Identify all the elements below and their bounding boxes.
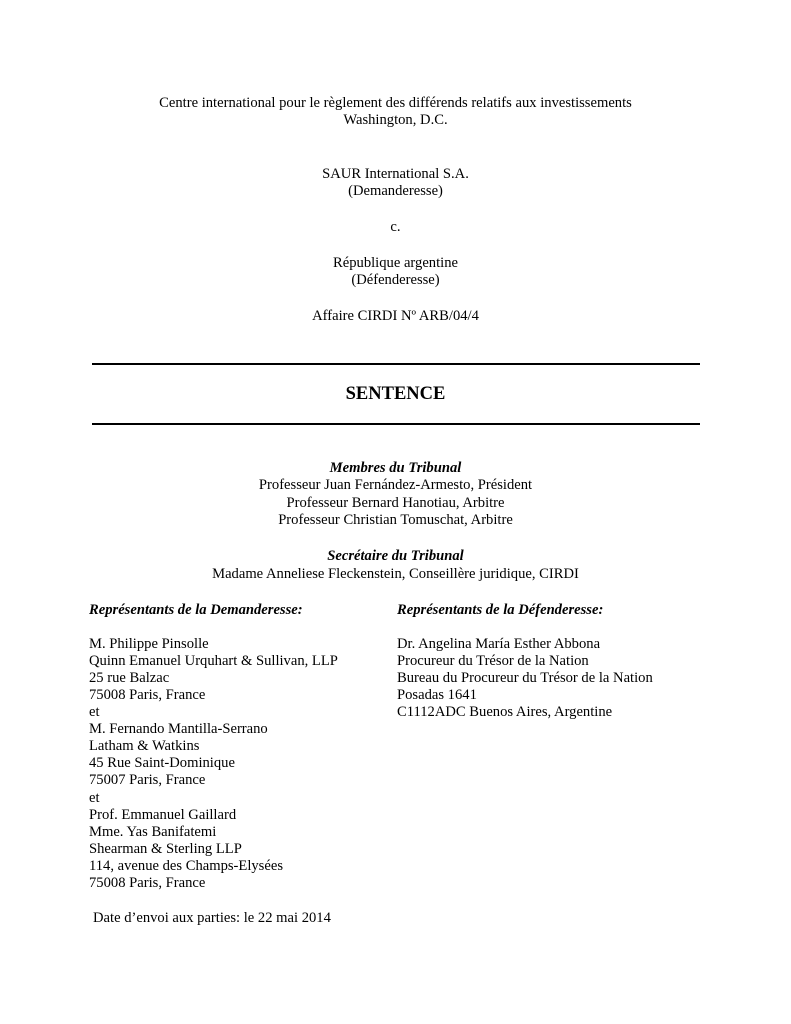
representative-line: Mme. Yas Banifatemi bbox=[89, 823, 217, 840]
tribunal-member: Professeur Christian Tomuschat, Arbitre bbox=[278, 512, 513, 528]
representative-line: et bbox=[89, 789, 100, 806]
representative-line: Shearman & Sterling LLP bbox=[89, 840, 242, 857]
representative-line: 114, avenue des Champs-Elysées bbox=[89, 857, 283, 874]
representative-line: 45 Rue Saint-Dominique bbox=[89, 755, 235, 772]
representative-line: Procureur du Trésor de la Nation bbox=[397, 653, 589, 670]
representative-line: 75007 Paris, France bbox=[89, 772, 206, 789]
dispatch-date: Date d’envoi aux parties: le 22 mai 2014 bbox=[93, 910, 331, 926]
versus-label: c. bbox=[390, 219, 401, 235]
secretary-name: Madame Anneliese Fleckenstein, Conseillère juridique, CIRDI bbox=[212, 566, 579, 582]
claimant-role: (Demanderesse) bbox=[348, 183, 443, 199]
respondent-role: (Défenderesse) bbox=[351, 272, 440, 288]
respondent-representatives bbox=[397, 602, 653, 721]
representative-line: 25 rue Balzac bbox=[89, 670, 170, 687]
institution-name: Centre international pour le règlement des différends relatifs aux investissements bbox=[159, 95, 632, 111]
representative-line: Latham & Watkins bbox=[89, 738, 200, 755]
spacer bbox=[89, 619, 338, 636]
document-title: SENTENCE bbox=[345, 384, 446, 404]
representative-line: 75008 Paris, France bbox=[89, 687, 206, 704]
top-divider bbox=[92, 363, 700, 365]
representative-line: M. Philippe Pinsolle bbox=[89, 636, 209, 653]
bottom-divider bbox=[92, 423, 700, 425]
representative-line: et bbox=[89, 704, 100, 721]
claimant-representatives-heading: Représentants de la Demanderesse: bbox=[89, 602, 303, 618]
claimant-representatives bbox=[89, 602, 338, 892]
representative-line: C1112ADC Buenos Aires, Argentine bbox=[397, 704, 613, 721]
representative-line: 75008 Paris, France bbox=[89, 874, 206, 891]
secretary-heading: Secrétaire du Tribunal bbox=[327, 548, 464, 564]
representative-line: Quinn Emanuel Urquhart & Sullivan, LLP bbox=[89, 653, 338, 670]
representative-line: M. Fernando Mantilla-Serrano bbox=[89, 721, 268, 738]
tribunal-heading: Membres du Tribunal bbox=[329, 460, 462, 476]
respondent-representatives-heading: Représentants de la Défenderesse: bbox=[397, 602, 604, 618]
representative-line: Prof. Emmanuel Gaillard bbox=[89, 806, 237, 823]
spacer bbox=[397, 619, 653, 636]
representative-line: Posadas 1641 bbox=[397, 687, 477, 704]
respondent-name: République argentine bbox=[333, 255, 458, 271]
tribunal-member: Professeur Juan Fernández-Armesto, Président bbox=[258, 477, 533, 493]
case-number: Affaire CIRDI Nº ARB/04/4 bbox=[312, 308, 479, 324]
claimant-name: SAUR International S.A. bbox=[322, 166, 469, 182]
representative-line: Dr. Angelina María Esther Abbona bbox=[397, 636, 601, 653]
institution-city: Washington, D.C. bbox=[343, 112, 448, 128]
representative-line: Bureau du Procureur du Trésor de la Nation bbox=[397, 670, 653, 687]
tribunal-member: Professeur Bernard Hanotiau, Arbitre bbox=[286, 495, 505, 511]
